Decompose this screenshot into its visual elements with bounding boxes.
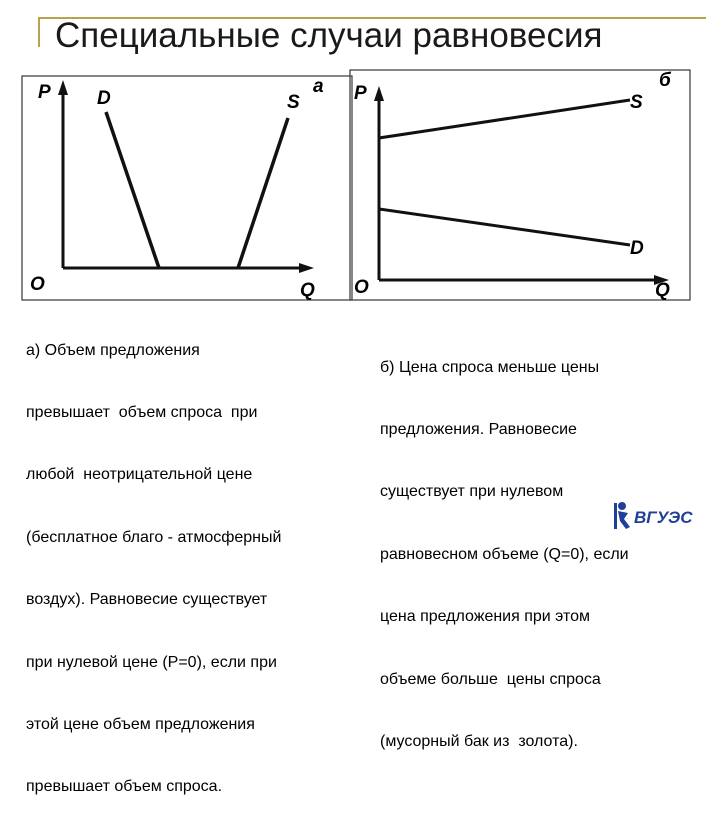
panel-a-demand-label: D: [97, 88, 111, 109]
logo-mark: [618, 502, 626, 510]
caption-line: (мусорный бак из золота).: [380, 732, 578, 750]
panel-b-supply-label: S: [630, 92, 643, 113]
university-logo: [608, 497, 698, 533]
caption-line: превышает объем спроса.: [26, 778, 223, 796]
panel-a-supply-label: S: [287, 92, 300, 113]
panel-a-x-axis-label: Q: [300, 280, 315, 301]
panel-a-demand-line: [106, 112, 159, 268]
caption-line: превышает объем спроса при: [26, 403, 258, 421]
panel-b-caption: [380, 316, 629, 774]
panel-a-caption: [26, 299, 281, 819]
panel-b-x-axis-label: Q: [655, 280, 670, 301]
panel-b-supply-line: [379, 100, 630, 138]
panel-a-tag: а: [313, 76, 324, 97]
caption-line: любой неотрицательной цене: [26, 466, 253, 484]
logo-text: ВГУЭС: [634, 508, 693, 527]
panel-b-y-arrow: [374, 86, 384, 101]
panel-b-tag: б: [659, 70, 671, 91]
logo-mark: [618, 511, 630, 529]
logo-mark: [614, 503, 617, 529]
panel-b-origin-label: O: [354, 277, 369, 298]
panel-a-supply-line: [238, 118, 288, 268]
page-title: Специальные случаи равновесия: [55, 16, 603, 55]
panel-a-y-arrow: [58, 80, 68, 95]
panel-b-chart: [354, 70, 672, 301]
panel-b-demand-label: D: [630, 238, 644, 259]
caption-line: предложения. Равновесие: [380, 420, 577, 438]
caption-line: этой цене объем предложения: [26, 715, 255, 733]
caption-line: б) Цена спроса меньше цены: [380, 358, 600, 376]
caption-line: (бесплатное благо - атмосферный: [26, 528, 282, 546]
panel-a-chart: [30, 76, 324, 301]
caption-line: при нулевой цене (Р=0), если при: [26, 653, 277, 671]
panel-a-origin-label: O: [30, 274, 45, 295]
caption-line: а) Объем предложения: [26, 341, 200, 359]
panel-b-y-axis-label: P: [354, 83, 367, 104]
caption-line: существует при нулевом: [380, 483, 564, 501]
panel-a-y-axis-label: P: [38, 82, 51, 103]
panel-b-demand-line: [379, 209, 630, 245]
caption-line: объеме больше цены спроса: [380, 670, 601, 688]
caption-line: воздух). Равновесие существует: [26, 591, 268, 609]
caption-line: равновесном объеме (Q=0), если: [380, 545, 629, 563]
caption-line: цена предложения при этом: [380, 608, 591, 626]
panel-a-x-arrow: [299, 263, 314, 273]
